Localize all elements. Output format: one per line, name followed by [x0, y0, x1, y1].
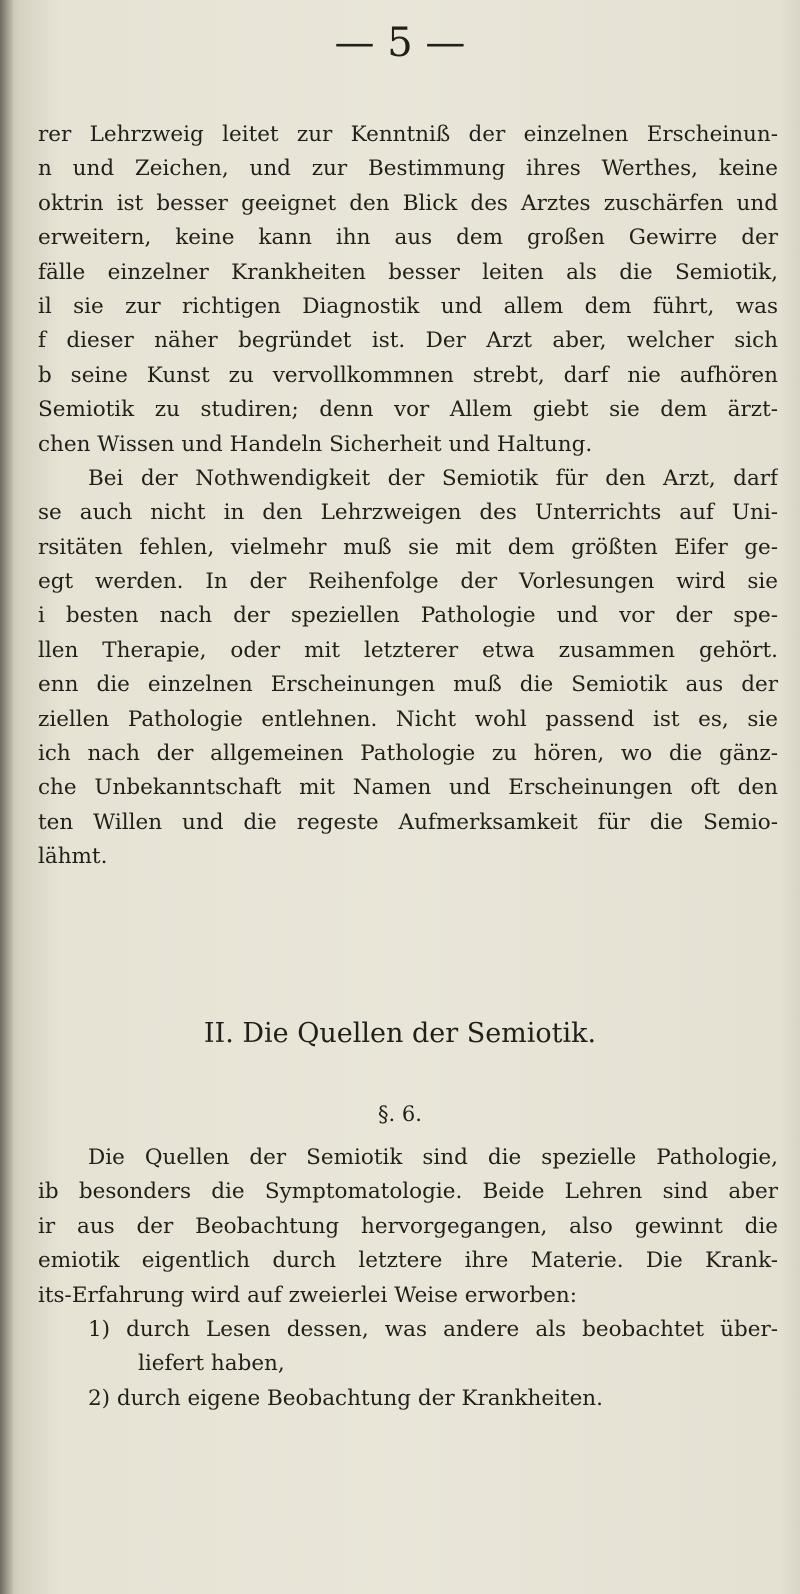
- body-text-bottom: [38, 1141, 778, 1416]
- text-line: Semiotik zu studiren; denn vor Allem giebt sie dem ärzt-: [38, 397, 778, 423]
- paragraph: [38, 118, 778, 462]
- text-line: i besten nach der speziellen Pathologie und vor der spe-: [38, 603, 778, 629]
- section-heading: II. Die Quellen der Semiotik.: [203, 1018, 597, 1049]
- text-line: lähmt.: [38, 844, 108, 870]
- text-line: che Unbekanntschaft mit Namen und Erscheinungen oft den: [38, 775, 778, 801]
- text-line: chen Wissen und Handeln Sicherheit und Haltung.: [38, 431, 593, 457]
- text-line: se auch nicht in den Lehrzweigen des Unterrichts auf Uni-: [38, 500, 778, 526]
- text-line: Bei der Nothwendigkeit der Semiotik für den Arzt, darf: [88, 465, 778, 491]
- text-line: emiotik eigentlich durch letztere ihre Materie. Die Krank-: [38, 1248, 778, 1274]
- text-line: rsitäten fehlen, vielmehr muß sie mit dem größten Eifer ge-: [38, 534, 778, 560]
- text-line: b seine Kunst zu vervollkommnen strebt, darf nie aufhören: [38, 362, 778, 388]
- paragraph: [38, 462, 778, 875]
- text-line: ich nach der allgemeinen Pathologie zu hören, wo die gänz-: [38, 741, 778, 767]
- text-line: ib besonders die Symptomatologie. Beide Lehren sind aber: [38, 1179, 778, 1205]
- text-line: Die Quellen der Semiotik sind die spezielle Pathologie,: [88, 1145, 778, 1170]
- text-line: ziellen Pathologie entlehnen. Nicht wohl passend ist es, sie: [38, 706, 778, 732]
- page-number: — 5 —: [334, 20, 466, 66]
- text-line: fälle einzelner Krankheiten besser leiten als die Semiotik,: [38, 259, 778, 285]
- text-line: erweitern, keine kann ihn aus dem großen Gewirre der: [38, 225, 778, 251]
- text-line: llen Therapie, oder mit letzterer etwa zusammen gehört.: [38, 637, 778, 663]
- text-line: egt werden. In der Reihenfolge der Vorlesungen wird sie: [38, 569, 778, 595]
- text-line: its-Erfahrung wird auf zweierlei Weise erworben:: [38, 1282, 577, 1308]
- text-line: ir aus der Beobachtung hervorgegangen, also gewinnt die: [38, 1213, 778, 1239]
- binding-gutter: [0, 0, 14, 1594]
- text-line: rer Lehrzweig leitet zur Kenntniß der einzelnen Erscheinun-: [38, 122, 778, 147]
- list-item-continuation: liefert haben,: [138, 1351, 285, 1377]
- text-line: f dieser näher begründet ist. Der Arzt aber, welcher sich: [38, 328, 778, 354]
- paragraph-number: §. 6.: [378, 1102, 422, 1126]
- list-item: 2) durch eigene Beobachtung der Krankheiten.: [88, 1385, 603, 1411]
- text-line: ten Willen und die regeste Aufmerksamkeit für die Semio-: [38, 809, 778, 835]
- list-item: 1) durch Lesen dessen, was andere als beobachtet über-: [88, 1316, 778, 1342]
- body-text-top: [38, 118, 778, 875]
- text-line: oktrin ist besser geeignet den Blick des Arztes zuschärfen und: [38, 190, 778, 216]
- text-line: il sie zur richtigen Diagnostik und allem dem führt, was: [38, 293, 778, 319]
- text-line: n und Zeichen, und zur Bestimmung ihres Werthes, keine: [38, 156, 778, 182]
- text-line: enn die einzelnen Erscheinungen muß die Semiotik aus der: [38, 672, 778, 698]
